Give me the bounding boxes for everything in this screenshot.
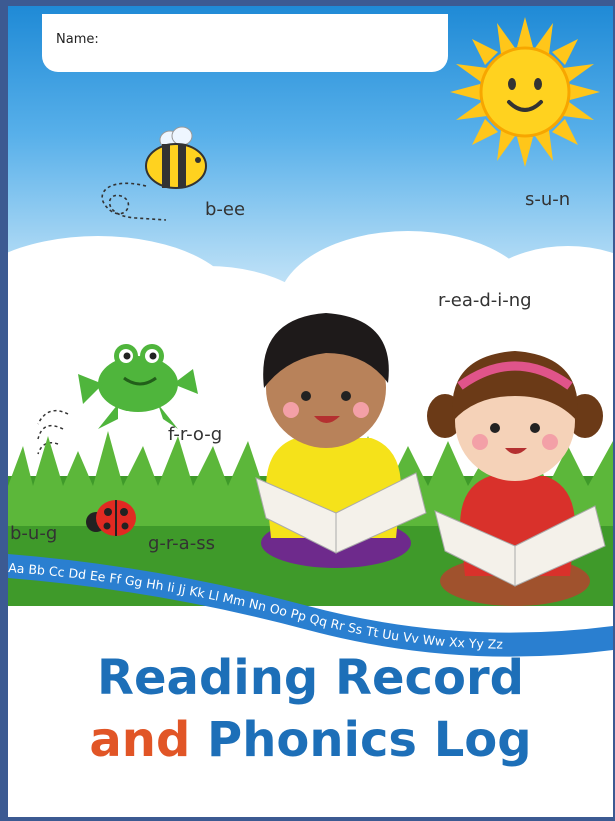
title-phonics-log: Phonics Log [207, 712, 532, 768]
title-line-1: Reading Record [97, 650, 524, 706]
book-cover [8, 6, 613, 817]
word-grass: g-r-a-ss [148, 533, 215, 554]
title-line-2 [8, 712, 613, 768]
bee-illustration [102, 127, 206, 220]
sun-illustration [450, 17, 600, 167]
alphabet-banner-text: Aa Bb Cc Dd Ee Ff Gg Hh Ii Jj Kk Ll Mm Nn Oo Pp Qq Rr Ss Tt Uu Vv Ww Xx Yy Zz [8, 560, 503, 652]
word-reading: r-ea-d-i-ng [438, 290, 532, 311]
word-bee: b-ee [205, 199, 246, 220]
word-bug: b-u-g [10, 523, 58, 544]
name-label: Name: [56, 32, 99, 47]
word-sun: s-u-n [525, 189, 571, 210]
title-and: and [89, 712, 191, 768]
name-field-box[interactable] [42, 14, 448, 72]
word-frog: f-r-o-g [168, 424, 223, 445]
